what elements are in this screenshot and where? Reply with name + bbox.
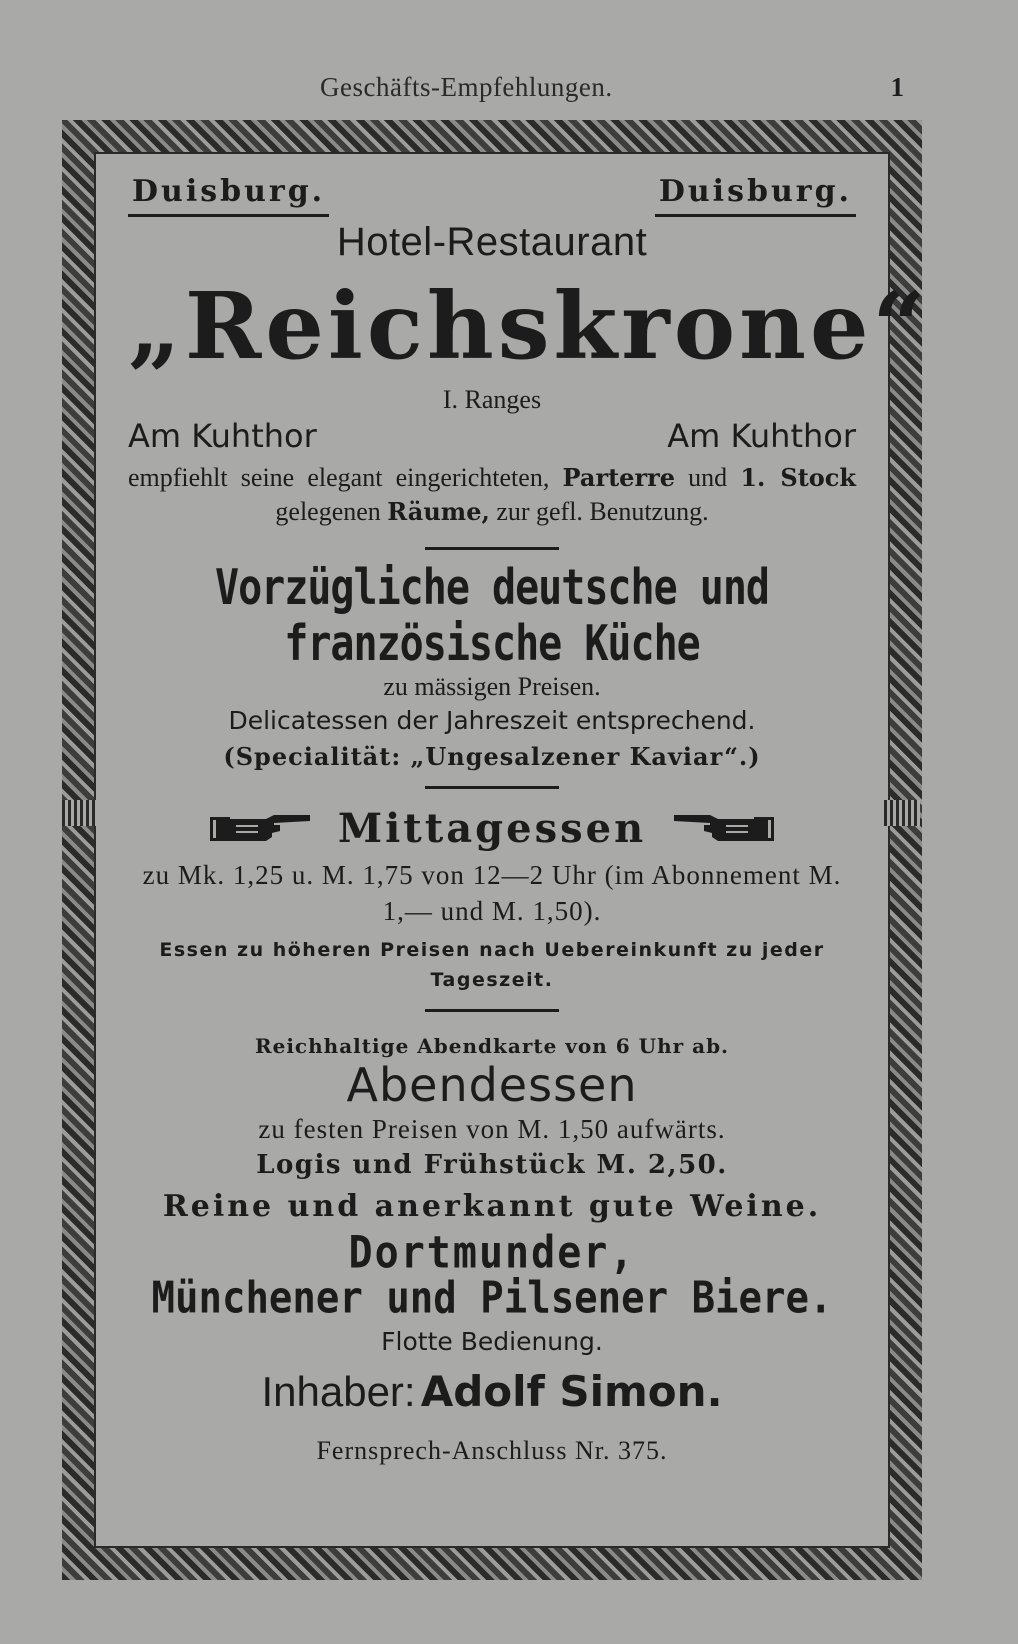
page-header xyxy=(0,68,1018,108)
lunch-heading-row xyxy=(128,799,856,857)
intro-part-4: zur gefl. Benutzung. xyxy=(496,497,709,526)
intro-text xyxy=(128,461,856,529)
delicacies-line: Delicatessen der Jahreszeit entsprechend. xyxy=(228,706,756,735)
service-line: Flotte Bedienung. xyxy=(381,1327,603,1356)
page-number: 1 xyxy=(890,72,904,102)
divider-rule-2 xyxy=(425,786,559,789)
divider-rule-1 xyxy=(425,547,559,550)
specialty-line: (Specialität: „Ungesalzener Kaviar“.) xyxy=(223,742,761,771)
owner-name: Adolf Simon. xyxy=(420,1367,723,1416)
lunch-price: zu Mk. 1,25 u. M. 1,75 von 12—2 Uhr (im Abonnement M. 1,— und M. 1,50). xyxy=(142,860,842,926)
intro-part-1: empfiehlt seine elegant eingerichteten, xyxy=(128,463,550,492)
cuisine-heading: Vorzügliche deutsche und französische Küche xyxy=(215,559,769,673)
wines-line: Reine und anerkannt gute Weine. xyxy=(162,1189,822,1224)
city-label-right: Duisburg. xyxy=(655,172,856,217)
beer-line-1: Dortmunder, xyxy=(348,1227,636,1279)
location-row xyxy=(128,417,856,455)
border-divider-right xyxy=(884,800,920,826)
hotel-name: „Reichskrone“ xyxy=(128,272,930,380)
intro-bold-2: 1. Stock xyxy=(740,463,857,492)
owner-label: Inhaber: xyxy=(261,1368,416,1415)
evening-menu: Reichhaltige Abendkarte von 6 Uhr ab. xyxy=(254,1034,730,1058)
running-head: Geschäfts-Empfehlungen. xyxy=(320,72,613,102)
intro-bold-1: Parterre xyxy=(562,463,675,492)
pointing-hand-right-icon xyxy=(210,811,314,845)
beer-line-2: Münchener und Pilsener Biere. xyxy=(151,1273,833,1324)
city-label-left: Duisburg. xyxy=(128,172,329,217)
dinner-heading: Abendessen xyxy=(346,1058,638,1112)
owner-row xyxy=(128,1362,856,1431)
location-left: Am Kuhthor xyxy=(128,417,317,455)
pointing-hand-left-icon xyxy=(670,811,774,845)
hotel-type: Hotel-Restaurant xyxy=(336,220,648,264)
hotel-rank: I. Ranges xyxy=(442,385,542,414)
lunch-agreement: Essen zu höheren Preisen nach Uebereinkunft zu jeder Tageszeit. xyxy=(159,939,825,991)
advertisement xyxy=(128,172,930,1512)
intro-bold-3: Räume, xyxy=(387,497,490,526)
phone-line: Fernsprech-Anschluss Nr. 375. xyxy=(316,1436,668,1465)
intro-part-2: und xyxy=(688,463,728,492)
border-divider-left xyxy=(62,800,98,826)
lunch-heading: Mittagessen xyxy=(337,804,647,852)
lodging-line: Logis und Frühstück M. 2,50. xyxy=(256,1150,728,1180)
dinner-price: zu festen Preisen von M. 1,50 aufwärts. xyxy=(258,1114,726,1144)
intro-part-3: gelegenen xyxy=(275,497,381,526)
cuisine-prices: zu mässigen Preisen. xyxy=(383,672,601,701)
location-right: Am Kuhthor xyxy=(667,417,856,455)
divider-rule-3 xyxy=(425,1009,559,1012)
